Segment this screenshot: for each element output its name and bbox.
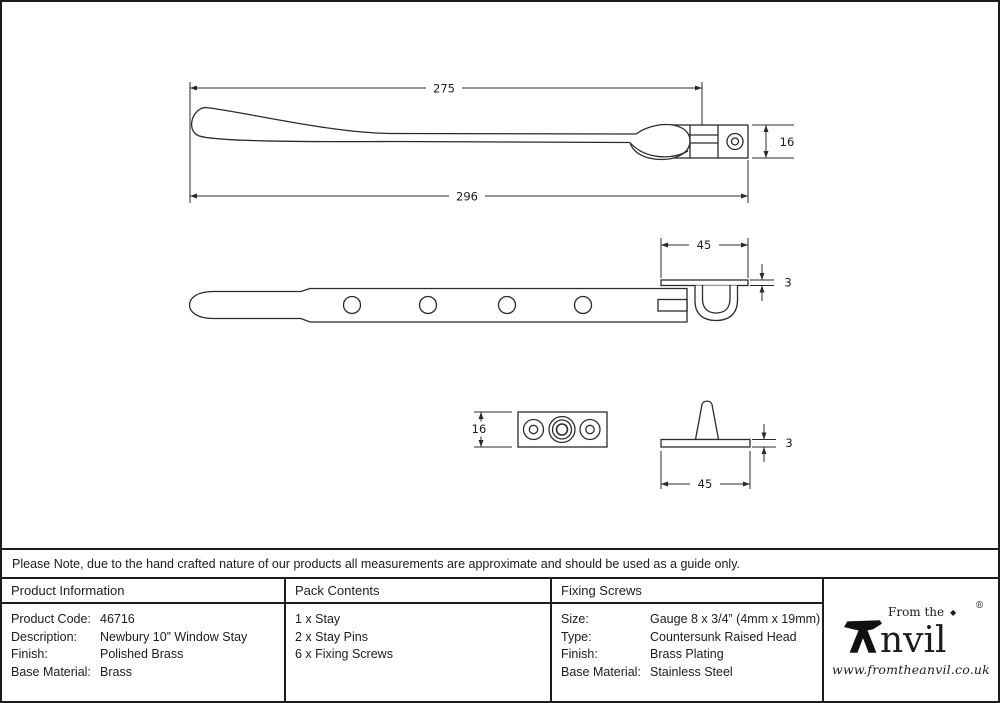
row-value: Stainless Steel	[650, 664, 733, 679]
brand-logo	[844, 600, 984, 661]
info-table	[2, 579, 998, 701]
dimension-label: 3	[785, 436, 793, 450]
table-row	[561, 664, 818, 682]
row-label: Type:	[561, 629, 592, 644]
table-row	[11, 629, 280, 647]
table-row	[561, 646, 818, 664]
dimension-label: 45	[697, 477, 713, 491]
row-value: Gauge 8 x 3/4” (4mm x 19mm)	[650, 612, 821, 626]
fixing-screws-body	[552, 604, 822, 681]
dimension-label: 275	[433, 81, 455, 96]
list-item: 2 x Stay Pins	[295, 629, 368, 644]
table-row	[11, 664, 280, 682]
fixing-screws-column	[552, 579, 824, 701]
row-label: Size:	[561, 612, 589, 626]
stay-plan-view	[190, 238, 792, 322]
brand-logo-cell	[824, 579, 998, 701]
row-value: Brass Plating	[650, 647, 724, 661]
row-value: Newbury 10” Window Stay	[100, 629, 248, 644]
row-label: Product Code:	[11, 612, 91, 626]
logo-website: www.fromtheanvil.co.uk	[832, 661, 990, 677]
product-information-column	[2, 579, 286, 701]
stay-side-view	[190, 81, 794, 204]
technical-drawing	[2, 2, 998, 548]
row-value: Countersunk Raised Head	[650, 629, 797, 644]
row-value: Brass	[100, 664, 132, 679]
logo-brand-text: nvil	[880, 619, 947, 661]
list-item: 1 x Stay	[295, 612, 341, 626]
row-label: Description:	[11, 629, 77, 644]
pack-contents-body	[286, 604, 550, 664]
product-information-body	[2, 604, 284, 681]
pack-contents-header: Pack Contents	[286, 579, 550, 604]
registered-trademark-icon: ®	[975, 600, 984, 611]
row-value: 46716	[100, 612, 135, 626]
row-value: Polished Brass	[100, 647, 184, 661]
table-row	[561, 629, 818, 647]
stay-pin-view	[661, 401, 793, 491]
table-row	[11, 611, 280, 629]
list-item: 6 x Fixing Screws	[295, 647, 393, 661]
anvil-icon	[844, 619, 882, 654]
dimension-label: 16	[779, 135, 795, 149]
table-row	[561, 611, 821, 629]
row-label: Finish:	[561, 647, 598, 661]
row-label: Base Material:	[11, 664, 91, 679]
diamond-icon: ◆	[950, 607, 957, 617]
product-information-header: Product Information	[2, 579, 284, 604]
row-label: Base Material:	[561, 664, 641, 679]
fixing-screws-header: Fixing Screws	[552, 579, 822, 604]
dimension-label: 296	[456, 189, 478, 204]
dimension-label: 3	[784, 275, 792, 290]
dimension-label: 16	[471, 422, 487, 436]
row-label: Finish:	[11, 647, 48, 661]
table-row	[11, 646, 280, 664]
pack-contents-column	[286, 579, 552, 701]
note-bar	[2, 548, 998, 579]
note-text: Please Note, due to the hand crafted nature of our products all measurements are approximate and should be used as a guide only.	[12, 556, 741, 571]
dimension-label: 45	[696, 238, 712, 252]
logo-tagline: From the	[888, 604, 945, 619]
keep-plate-view	[472, 412, 607, 447]
